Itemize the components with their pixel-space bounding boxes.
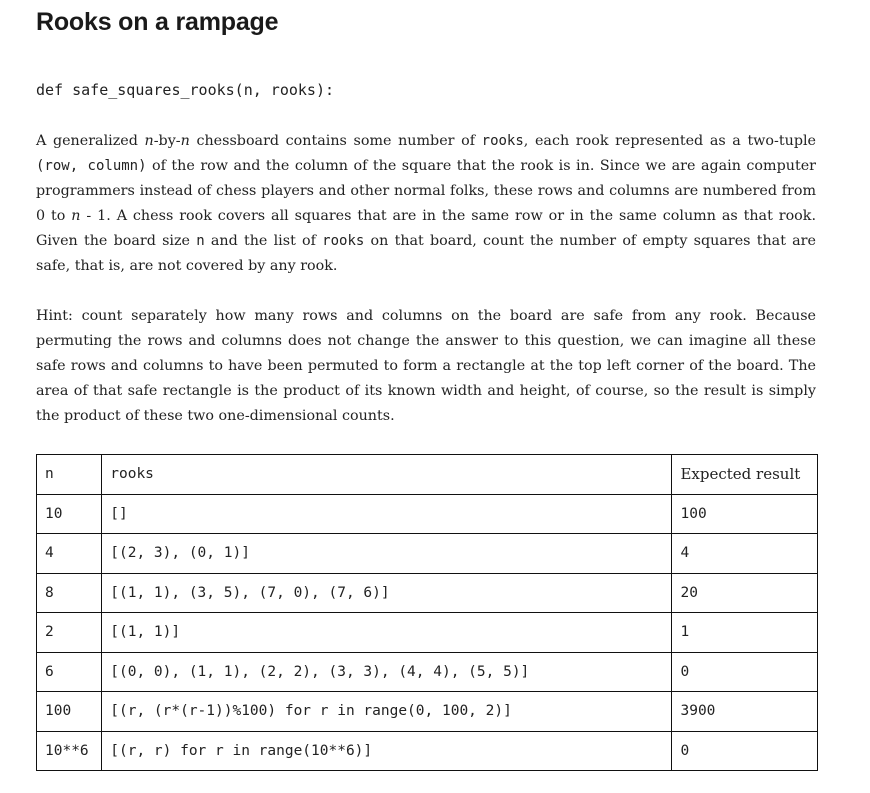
- italic-n: n: [71, 208, 81, 224]
- table-row: [37, 692, 818, 732]
- code-rooks: rooks: [481, 133, 524, 149]
- code-row-column: (row, column): [36, 158, 147, 174]
- italic-n: n: [180, 133, 190, 149]
- cell-n: 4: [37, 534, 102, 574]
- table-row: [37, 652, 818, 692]
- cell-expected: 4: [672, 534, 818, 574]
- cell-rooks: [(2, 3), (0, 1)]: [102, 534, 672, 574]
- cell-n: 6: [37, 652, 102, 692]
- text-run: - 1. A chess rook covers all squares that are in the same row or in the same column as that rook. Given the board size: [36, 208, 816, 249]
- cell-expected: 0: [672, 652, 818, 692]
- text-run: chessboard contains some number of: [189, 133, 482, 149]
- cell-rooks: [(0, 0), (1, 1), (2, 2), (3, 3), (4, 4), (5, 5)]: [102, 652, 672, 692]
- code-rooks: rooks: [322, 233, 365, 249]
- text-run: , each rook represented as a two-tuple: [523, 133, 816, 149]
- cell-expected: 20: [672, 573, 818, 613]
- table-row: [37, 731, 818, 771]
- cell-expected: 100: [672, 494, 818, 534]
- cell-expected: 1: [672, 613, 818, 653]
- header-n: n: [37, 455, 102, 495]
- text-run: and the list of: [204, 233, 323, 249]
- cell-rooks: []: [102, 494, 672, 534]
- cell-n: 10: [37, 494, 102, 534]
- description-paragraph: [36, 129, 816, 279]
- page-title: Rooks on a rampage: [36, 8, 279, 36]
- table-row: [37, 613, 818, 653]
- cell-rooks: [(r, r) for r in range(10**6)]: [102, 731, 672, 771]
- cell-n: 10**6: [37, 731, 102, 771]
- table-row: [37, 573, 818, 613]
- cell-rooks: [(1, 1), (3, 5), (7, 0), (7, 6)]: [102, 573, 672, 613]
- cell-expected: 3900: [672, 692, 818, 732]
- cell-rooks: [(1, 1)]: [102, 613, 672, 653]
- header-rooks: rooks: [102, 455, 672, 495]
- cell-rooks: [(r, (r*(r-1))%100) for r in range(0, 100, 2)]: [102, 692, 672, 732]
- cell-expected: 0: [672, 731, 818, 771]
- table-row: [37, 534, 818, 574]
- text-run: of the row and the column of the square that the rook is in. Since we are again computer programmers instead of chess players and other normal folks, these rows and columns are numbered from 0 to: [36, 158, 816, 224]
- table-row: [37, 494, 818, 534]
- text-run: on that board, count the number of empty squares that are safe, that is, are not covered by any rook.: [36, 233, 816, 274]
- cell-n: 2: [37, 613, 102, 653]
- italic-n: n: [144, 133, 154, 149]
- text-run: A generalized: [36, 133, 145, 149]
- examples-table: [36, 454, 818, 771]
- cell-n: 8: [37, 573, 102, 613]
- cell-n: 100: [37, 692, 102, 732]
- table-header-row: [37, 455, 818, 495]
- hint-paragraph: Hint: count separately how many rows and columns on the board are safe from any rook. Because permuting the rows and columns does not change the answer to this question, we can imagine all these safe rows and columns to have been permuted to form a rectangle at the top left corner of the board. The area of that safe rectangle is the product of its known width and height, of course, so the result is simply the product of these two one-dimensional counts.: [36, 308, 816, 424]
- text-run: -by-: [153, 133, 181, 149]
- header-expected-result: Expected result: [672, 455, 818, 495]
- function-signature: def safe_squares_rooks(n, rooks):: [36, 81, 335, 99]
- code-n: n: [196, 233, 205, 249]
